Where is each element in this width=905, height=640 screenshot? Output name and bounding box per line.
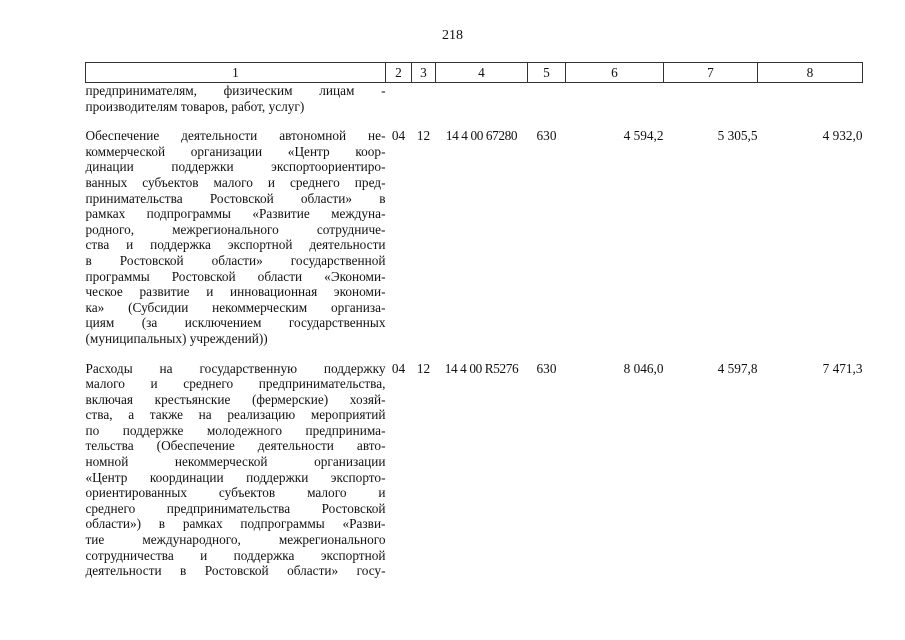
description-line: динации поддержки экспортоориентиро- [85,159,386,175]
description-line: Обеспечение деятельности автономной не- [85,128,386,144]
table-row [86,122,863,354]
cell-target-code: 14 4 00 R5276 [444,360,519,376]
description-line: ческое развитие и инновационная экономи- [85,284,386,300]
row-description [86,83,386,123]
cell-subsection: 12 [416,360,431,376]
description-line: ориентированных субъектов малого и [85,485,386,501]
description-line: номной некоммерческой организации [85,454,386,470]
description-line: рамках подпрограммы «Развитие междуна- [85,206,386,222]
cell-amount-3: 4 932,0 [822,128,863,144]
description-line: производителям товаров, работ, услуг) [85,98,305,114]
description-line: деятельности в Ростовской области» госу- [85,563,386,579]
description-line: сотрудничества и поддержка экспортной [85,547,386,563]
description-line: коммерческой организации «Центр коор- [85,143,386,159]
description-line: включая крестьянские (фермерские) хозяй- [85,391,386,407]
col-header-6: 6 [566,63,664,83]
col-header-5: 5 [528,63,566,83]
cell-amount-1: 8 046,0 [623,360,664,376]
cell-expense-type [528,83,566,123]
description-line: предпринимателям, физическим лицам - [85,83,386,98]
table-row [86,355,863,587]
description-line: принимательства Ростовской области» в [85,190,386,206]
col-header-4: 4 [436,63,528,83]
col-header-7: 7 [664,63,758,83]
description-line: циям (за исключением государственных [85,315,386,331]
col-header-3: 3 [412,63,436,83]
header-row [86,63,863,83]
description-line: (муниципальных) учреждений)) [85,330,268,346]
cell-section [386,83,412,123]
cell-expense-type: 630 [536,360,557,376]
cell-amount-1: 4 594,2 [623,128,664,144]
cell-amount-2 [664,83,758,123]
cell-subsection: 12 [416,128,431,144]
col-header-2: 2 [386,63,412,83]
page-number: 218 [442,28,463,43]
description-line: ка» (Субсидии некоммерческим организа- [85,299,386,315]
description-line: среднего предпринимательства Ростовской [85,500,386,516]
cell-target-code [436,83,528,123]
description-line: в Ростовской области» государственной [85,252,386,268]
description-line: тие международного, межрегионального [85,532,386,548]
cell-section: 04 [391,128,406,144]
description-line: ства и поддержка экспортной деятельности [85,237,386,253]
col-header-1: 1 [86,63,386,83]
cell-amount-2: 4 597,8 [717,360,758,376]
cell-amount-3: 7 471,3 [822,360,863,376]
cell-amount-3 [758,83,863,123]
description-line: тельства (Обеспечение деятельности авто- [85,438,386,454]
description-line: родного, межрегионального сотрудниче- [85,221,386,237]
description-line: ванных субъектов малого и среднего пред- [85,174,386,190]
cell-amount-1 [566,83,664,123]
description-line: малого и среднего предпринимательства, [85,376,386,392]
row-description [86,122,386,354]
row-description [86,355,386,587]
budget-table [85,62,863,587]
cell-section: 04 [391,360,406,376]
col-header-8: 8 [758,63,863,83]
cell-subsection [412,83,436,123]
description-line: по поддержке молодежного предпринима- [85,422,386,438]
description-line: «Центр координации поддержки экспорто- [85,469,386,485]
cell-expense-type: 630 [536,128,557,144]
description-line: ства, а также на реализацию мероприятий [85,407,386,423]
description-line: области») в рамках подпрограммы «Разви- [85,516,386,532]
description-line: программы Ростовской области «Экономи- [85,268,386,284]
cell-target-code: 14 4 00 67280 [445,128,518,144]
cell-amount-2: 5 305,5 [717,128,758,144]
table-row [86,83,863,123]
description-line: Расходы на государственную поддержку [85,360,386,376]
